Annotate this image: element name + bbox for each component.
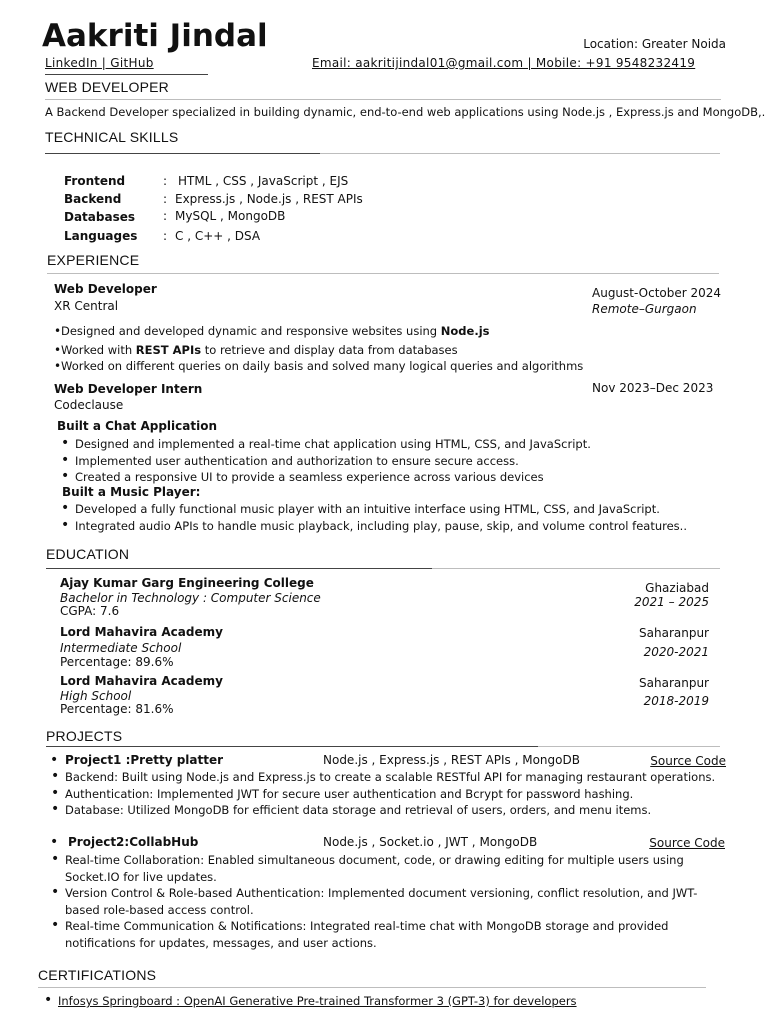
edu-school: Lord Mahavira Academy — [60, 625, 223, 639]
job-company: XR Central — [54, 299, 119, 313]
edu-score: Percentage: 89.6% — [60, 655, 174, 669]
bullet-bold: REST APIs — [135, 342, 202, 357]
role-heading: WEB DEVELOPER — [45, 79, 169, 95]
list-item: • Designed and implemented a real-time chat application using HTML, CSS, and JavaScript. — [61, 436, 591, 453]
edu-place: Saharanpur — [639, 676, 709, 690]
location-text: Location: Greater Noida — [583, 37, 726, 51]
edu-score: CGPA: 7.6 — [60, 604, 120, 618]
list-item: • Developed a fully functional music player with an intuitive interface using HTML, CSS, and JavaScript. — [61, 501, 687, 518]
list-item: • Created a responsive UI to provide a seamless experience across various devices — [61, 469, 591, 486]
edu-school: Ajay Kumar Garg Engineering College — [60, 576, 314, 590]
edu-degree: Bachelor in Technology : Computer Science — [60, 591, 321, 605]
project-tech: Node.js , Express.js , REST APIs , MongoDB — [323, 753, 580, 767]
profile-links[interactable]: LinkedIn | GitHub — [45, 56, 154, 70]
edu-degree: Intermediate School — [60, 641, 182, 655]
project-title: Project2:CollabHub — [68, 835, 199, 849]
skill-value: C , C++ , DSA — [175, 229, 261, 243]
job-dates: August-October 2024 — [592, 286, 722, 300]
section-divider — [38, 987, 706, 988]
role-summary: A Backend Developer specialized in building dynamic, end-to-end web applications using Node.js , Express.js and MongoDB,. — [45, 105, 766, 119]
sub-project-bullets — [61, 501, 687, 534]
job-company: Codeclause — [54, 398, 124, 412]
education-heading: EDUCATION — [46, 546, 130, 562]
list-item: • Integrated audio APIs to handle music playback, including play, pause, skip, and volume control features.. — [61, 518, 687, 535]
sub-project-title: Built a Music Player: — [62, 485, 201, 499]
list-item: • Real-time Communication & Notifications: Integrated real-time chat with MongoDB storage and provided notifications for updates, messages, and user actions. — [51, 918, 721, 951]
candidate-name: Aakriti Jindal — [42, 18, 268, 54]
projects-heading: PROJECTS — [46, 728, 123, 744]
list-item — [54, 323, 583, 340]
project-title: Project1 :Pretty platter — [65, 753, 224, 767]
source-code-link[interactable]: Source Code — [650, 754, 726, 768]
skill-value: MySQL , MongoDB — [175, 209, 286, 223]
list-item — [54, 358, 583, 375]
edu-years: 2021 – 2025 — [634, 595, 709, 609]
skill-value: HTML , CSS , JavaScript , EJS — [178, 174, 349, 188]
list-item: • Authentication: Implemented JWT for secure user authentication and Bcrypt for password hashing. — [51, 786, 715, 803]
bullet-text: Worked on different queries on daily basis and solved many logical queries and algorithms — [61, 359, 584, 373]
project-bullet: • — [50, 752, 59, 768]
list-item: • Version Control & Role-based Authentication: Implemented document versioning, conflict resolution, and JWT-based role-based access control. — [51, 885, 721, 918]
sub-project-bullets — [61, 436, 591, 486]
edu-years: 2020-2021 — [643, 645, 709, 659]
edu-place: Saharanpur — [639, 626, 709, 640]
certification-link[interactable]: • Infosys Springboard : OpenAI Generative Pre-trained Transformer 3 (GPT-3) for developers — [44, 993, 577, 1010]
skill-value: Express.js , Node.js , REST APIs — [175, 192, 363, 206]
job-title: Web Developer Intern — [54, 382, 203, 396]
experience-heading: EXPERIENCE — [47, 252, 140, 268]
bullet-text: Worked with — [61, 342, 136, 357]
list-item: • Database: Utilized MongoDB for efficient data storage and retrieval of users, orders, and menu items. — [51, 802, 715, 819]
project-bullets — [51, 769, 715, 819]
list-item: • Backend: Built using Node.js and Express.js to create a scalable RESTful API for managing restaurant operations. — [51, 769, 715, 786]
section-divider — [45, 153, 320, 154]
list-item: • Implemented user authentication and authorization to ensure secure access. — [61, 453, 591, 470]
section-divider — [432, 568, 720, 569]
edu-place: Ghaziabad — [645, 581, 709, 595]
skill-separator: : — [163, 209, 168, 223]
sub-project-title: Built a Chat Application — [57, 419, 218, 433]
skill-label: Databases — [64, 210, 136, 224]
project-tech: Node.js , Socket.io , JWT , MongoDB — [323, 835, 538, 849]
header-rule — [45, 74, 208, 75]
job-dates: Nov 2023–Dec 2023 — [592, 381, 714, 395]
job-bullets — [54, 323, 583, 375]
skill-label: Languages — [64, 229, 138, 243]
source-code-link[interactable]: Source Code — [649, 836, 725, 850]
edu-school: Lord Mahavira Academy — [60, 674, 223, 688]
list-item — [54, 342, 583, 359]
skill-separator: : — [163, 192, 168, 206]
bullet-text: to retrieve and display data from databases — [201, 342, 458, 357]
certification-list — [44, 993, 577, 1010]
job-location: Remote–Gurgaon — [592, 302, 697, 316]
section-divider — [320, 153, 720, 154]
edu-score: Percentage: 81.6% — [60, 702, 174, 716]
skills-heading: TECHNICAL SKILLS — [45, 129, 179, 145]
skill-label: Backend — [64, 192, 122, 206]
edu-degree: High School — [60, 689, 132, 703]
bullet-text: Designed and developed dynamic and responsive websites using — [61, 324, 441, 338]
skill-label: Frontend — [64, 174, 126, 188]
certifications-heading: CERTIFICATIONS — [38, 967, 157, 983]
skill-separator: : — [163, 229, 168, 243]
bullet-bold: Node.js — [440, 324, 490, 338]
skill-separator: : — [163, 174, 168, 188]
project-bullets — [51, 852, 721, 951]
job-title: Web Developer — [54, 282, 157, 296]
project-bullet: • — [50, 834, 59, 850]
section-divider — [47, 273, 719, 274]
section-divider — [538, 746, 720, 747]
section-divider — [45, 99, 721, 100]
section-divider — [46, 568, 432, 569]
edu-years: 2018-2019 — [643, 694, 709, 708]
contact-info[interactable]: Email: aakritijindal01@gmail.com | Mobile: +91 9548232419 — [312, 56, 696, 70]
section-divider — [46, 746, 538, 747]
list-item: • Real-time Collaboration: Enabled simultaneous document, code, or drawing editing for multiple users using Socket.IO for live updates. — [51, 852, 721, 885]
